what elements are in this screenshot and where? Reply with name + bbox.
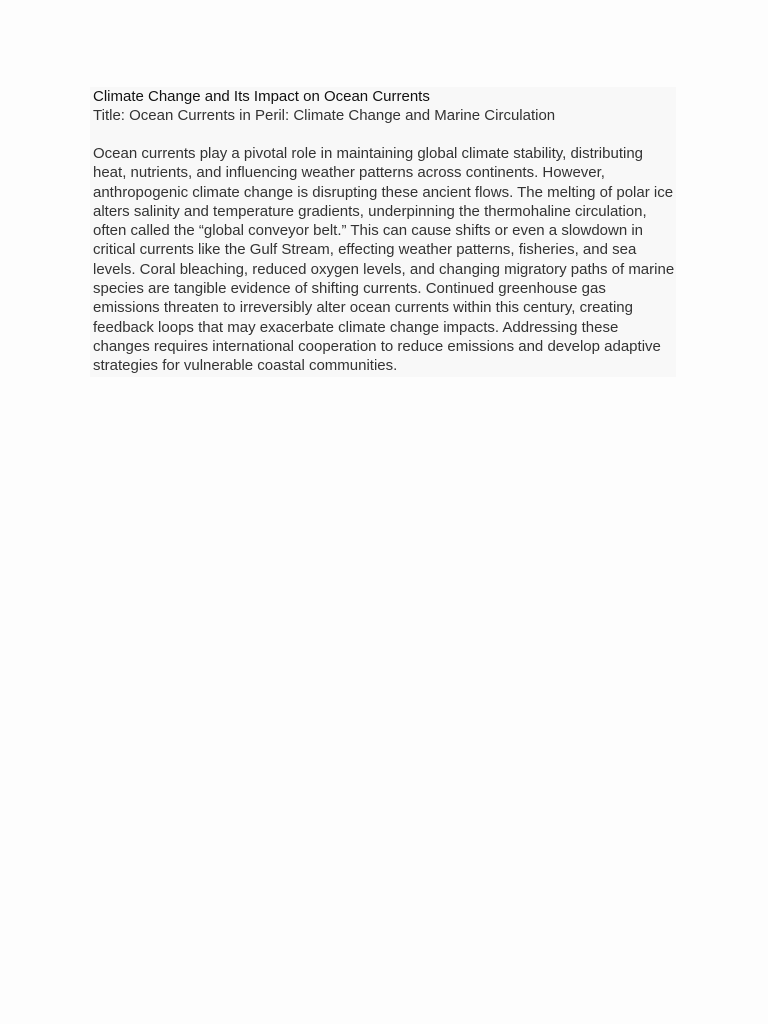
document-subtitle: Title: Ocean Currents in Peril: Climate Change and Marine Circulation xyxy=(93,107,556,124)
document-body-paragraph: Ocean currents play a pivotal role in maintaining global climate stability, distributing heat, nutrients, and influencing weather patterns across continents. However, anthropogenic climate change is disrupting these ancient flows. The melting of polar ice alters salinity and temperature gradients, underpinning the thermohaline circulation, often called the “global conveyor belt.” This can cause shifts or even a slowdown in critical currents like the Gulf Stream, effecting weather patterns, fisheries, and sea levels. Coral bleaching, reduced oxygen levels, and changing migratory paths of marine species are tangible evidence of shifting currents. Continued greenhouse gas emissions threaten to irreversibly alter ocean currents within this century, creating feedback loops that may exacerbate climate change impacts. Addressing these changes requires international cooperation to reduce emissions and develop adaptive strategies for vulnerable coastal communities. xyxy=(93,145,675,375)
document-heading: Climate Change and Its Impact on Ocean Currents xyxy=(93,88,430,105)
text-block xyxy=(90,87,676,377)
